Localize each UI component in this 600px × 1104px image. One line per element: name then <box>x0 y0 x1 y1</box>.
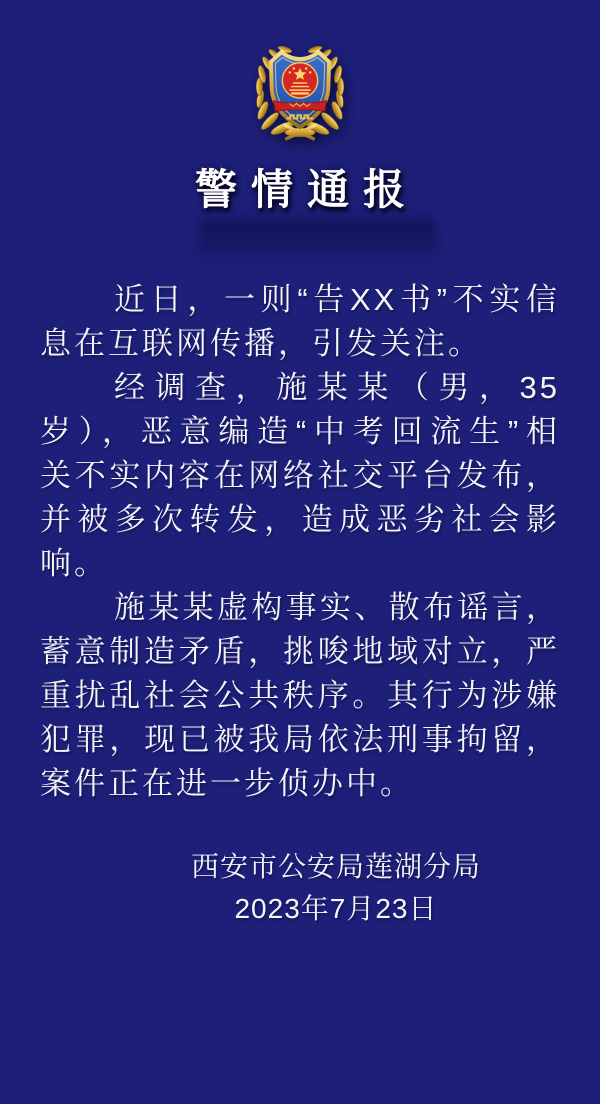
notice-line: 案件正在进一步侦办中。 <box>40 766 414 801</box>
notice-line: 息在互联网传播，引发关注。 <box>40 326 482 361</box>
notice-line: 经调查，施某某（男，35 <box>114 370 560 405</box>
police-notice-poster <box>0 38 600 1104</box>
notice-line: 关不实内容在网络社交平台发布， <box>40 458 560 493</box>
signature-block <box>36 846 600 930</box>
blurred-redaction-band <box>200 220 436 256</box>
notice-line: 犯罪，现已被我局依法刑事拘留， <box>40 722 560 757</box>
notice-body <box>0 278 600 806</box>
notice-paragraph <box>40 366 560 586</box>
notice-paragraph <box>40 586 560 806</box>
notice-line: 岁），恶意编造“中考回流生”相 <box>40 414 560 449</box>
notice-line: 并被多次转发，造成恶劣社会影 <box>40 502 560 537</box>
issuing-authority: 西安市公安局莲湖分局 <box>190 851 481 882</box>
notice-paragraph <box>40 278 560 366</box>
notice-line: 施某某虚构事实、散布谣言， <box>114 590 560 625</box>
notice-title: 警情通报 <box>194 166 419 213</box>
notice-line: 蓄意制造矛盾，挑唆地域对立，严 <box>40 634 560 669</box>
issue-date: 2023年7月23日 <box>234 893 438 924</box>
notice-line: 响。 <box>40 546 108 581</box>
police-badge-emblem <box>247 38 353 144</box>
notice-line: 近日，一则“告XX书”不实信 <box>114 282 560 317</box>
police-badge-icon <box>247 38 353 144</box>
notice-line: 重扰乱社会公共秩序。其行为涉嫌 <box>40 678 560 713</box>
